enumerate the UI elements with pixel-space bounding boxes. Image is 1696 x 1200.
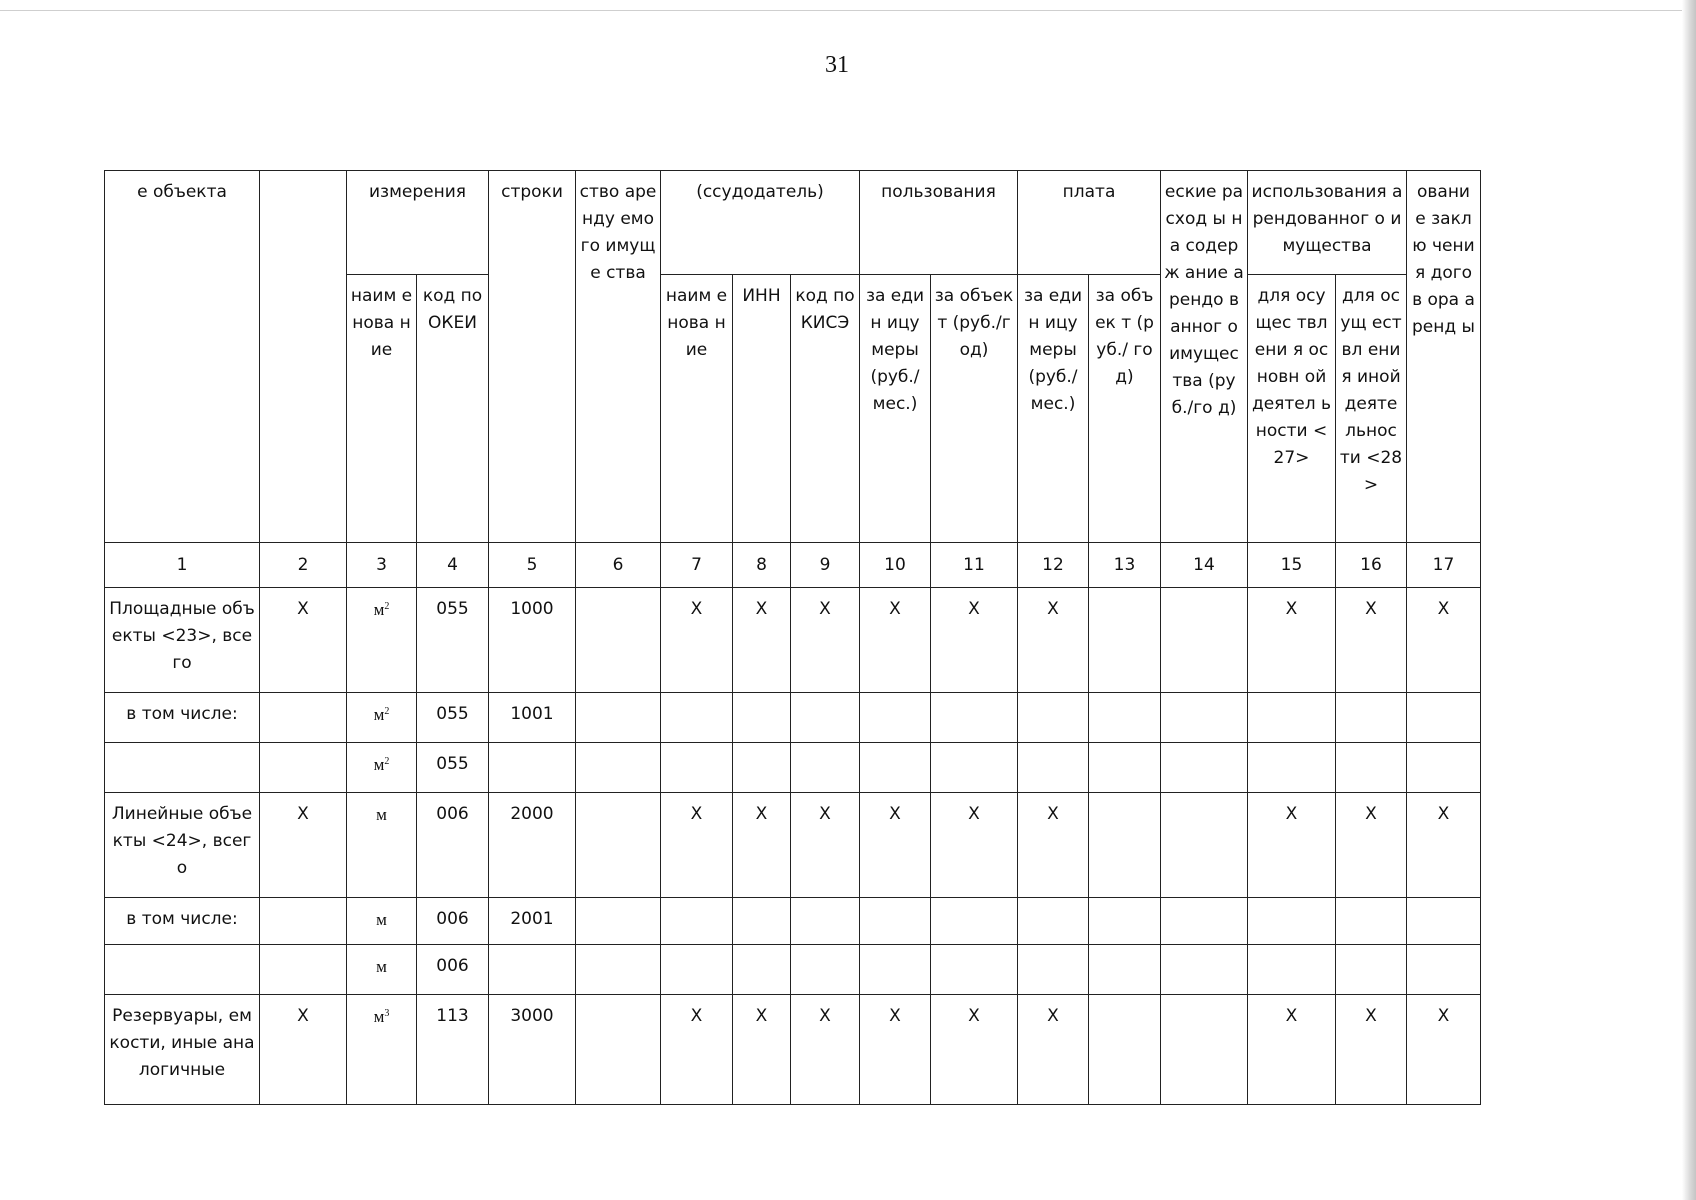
row-cell-col-7: X bbox=[661, 995, 733, 1105]
row-okei-code: 006 bbox=[417, 945, 489, 995]
row-col-2: X bbox=[260, 793, 347, 898]
row-cell-col-12: X bbox=[1018, 793, 1089, 898]
unit-symbol: м bbox=[373, 600, 385, 619]
row-cell-col-17 bbox=[1407, 693, 1481, 743]
row-cell-col-6 bbox=[576, 898, 661, 945]
row-cell-col-16: X bbox=[1336, 995, 1407, 1105]
row-cell-col-6 bbox=[576, 588, 661, 693]
row-cell-col-7 bbox=[661, 693, 733, 743]
row-cell-col-12: X bbox=[1018, 588, 1089, 693]
row-cell-col-10 bbox=[860, 945, 931, 995]
row-cell-col-9 bbox=[791, 898, 860, 945]
row-unit bbox=[347, 945, 417, 995]
row-cell-col-8: X bbox=[733, 588, 791, 693]
column-number: 17 bbox=[1407, 543, 1481, 588]
row-col-2 bbox=[260, 743, 347, 793]
column-number: 1 bbox=[105, 543, 260, 588]
table-row bbox=[105, 793, 1481, 898]
row-object-name bbox=[105, 945, 260, 995]
unit-symbol: м bbox=[373, 755, 385, 774]
row-cell-col-6 bbox=[576, 793, 661, 898]
row-cell-col-11 bbox=[931, 945, 1018, 995]
row-cell-col-14 bbox=[1161, 898, 1248, 945]
row-cell-col-14 bbox=[1161, 995, 1248, 1105]
row-cell-col-16 bbox=[1336, 945, 1407, 995]
row-cell-col-14 bbox=[1161, 588, 1248, 693]
row-okei-code: 113 bbox=[417, 995, 489, 1105]
header-usage-per-object: за объект (руб./г од) bbox=[931, 275, 1018, 543]
column-number: 6 bbox=[576, 543, 661, 588]
row-cell-col-10: X bbox=[860, 793, 931, 898]
row-cell-col-11 bbox=[931, 898, 1018, 945]
row-cell-col-12 bbox=[1018, 743, 1089, 793]
row-col-2: X bbox=[260, 995, 347, 1105]
table-row bbox=[105, 693, 1481, 743]
unit-symbol: м bbox=[376, 805, 387, 824]
header-payment-per-object: за объек т (руб./ год) bbox=[1089, 275, 1161, 543]
row-cell-col-7 bbox=[661, 898, 733, 945]
row-cell-col-6 bbox=[576, 995, 661, 1105]
row-cell-col-12 bbox=[1018, 898, 1089, 945]
header-inn: ИНН bbox=[733, 275, 791, 543]
row-line-code bbox=[489, 945, 576, 995]
unit-exponent: 2 bbox=[384, 601, 390, 612]
unit-symbol: м bbox=[373, 1007, 385, 1026]
column-number: 13 bbox=[1089, 543, 1161, 588]
row-cell-col-10: X bbox=[860, 995, 931, 1105]
header-okei-code: код по ОКЕИ bbox=[417, 275, 489, 543]
row-cell-col-11 bbox=[931, 693, 1018, 743]
table-row bbox=[105, 995, 1481, 1105]
row-cell-col-6 bbox=[576, 945, 661, 995]
row-cell-col-9 bbox=[791, 693, 860, 743]
column-number: 5 bbox=[489, 543, 576, 588]
header-object-name: е объекта bbox=[105, 171, 260, 543]
row-cell-col-9 bbox=[791, 743, 860, 793]
column-number: 15 bbox=[1248, 543, 1336, 588]
row-cell-col-16: X bbox=[1336, 588, 1407, 693]
row-okei-code: 055 bbox=[417, 693, 489, 743]
header-lender-name: наим енова ние bbox=[661, 275, 733, 543]
row-okei-code: 006 bbox=[417, 898, 489, 945]
row-cell-col-14 bbox=[1161, 743, 1248, 793]
row-cell-col-16 bbox=[1336, 898, 1407, 945]
row-cell-col-14 bbox=[1161, 945, 1248, 995]
row-cell-col-12 bbox=[1018, 693, 1089, 743]
row-cell-col-7 bbox=[661, 945, 733, 995]
row-cell-col-17: X bbox=[1407, 995, 1481, 1105]
row-cell-col-8 bbox=[733, 945, 791, 995]
row-cell-col-11: X bbox=[931, 588, 1018, 693]
unit-symbol: м bbox=[376, 957, 387, 976]
column-number: 3 bbox=[347, 543, 417, 588]
header-maintenance-costs: еские расход ы на содерж ание арендо ванног о имущес тва (руб./го д) bbox=[1161, 171, 1248, 543]
column-number: 8 bbox=[733, 543, 791, 588]
row-cell-col-6 bbox=[576, 693, 661, 743]
unit-exponent: 2 bbox=[384, 706, 390, 717]
page-scan-shadow bbox=[1682, 0, 1696, 1200]
row-unit bbox=[347, 588, 417, 693]
row-unit bbox=[347, 898, 417, 945]
row-object-name: Резервуары, емкости, иные аналогичные bbox=[105, 995, 260, 1105]
row-cell-col-10 bbox=[860, 898, 931, 945]
row-cell-col-13 bbox=[1089, 588, 1161, 693]
row-unit bbox=[347, 693, 417, 743]
row-cell-col-10 bbox=[860, 693, 931, 743]
row-cell-col-13 bbox=[1089, 995, 1161, 1105]
row-object-name: Линейные объекты <24>, всего bbox=[105, 793, 260, 898]
row-cell-col-11: X bbox=[931, 793, 1018, 898]
unit-symbol: м bbox=[376, 910, 387, 929]
row-cell-col-13 bbox=[1089, 945, 1161, 995]
row-cell-col-15: X bbox=[1248, 793, 1336, 898]
row-line-code: 1001 bbox=[489, 693, 576, 743]
unit-exponent: 3 bbox=[384, 1008, 390, 1019]
row-unit bbox=[347, 995, 417, 1105]
column-number-row bbox=[105, 543, 1481, 588]
header-payment-group: плата bbox=[1018, 171, 1161, 275]
header-contract-basis: овани е заклю чения догов ора аренд ы bbox=[1407, 171, 1481, 543]
row-cell-col-14 bbox=[1161, 693, 1248, 743]
row-cell-col-15: X bbox=[1248, 588, 1336, 693]
header-kise-code: код по КИСЭ bbox=[791, 275, 860, 543]
header-usage-group: пользования bbox=[860, 171, 1018, 275]
row-cell-col-17 bbox=[1407, 898, 1481, 945]
form-table bbox=[104, 170, 1481, 1105]
row-cell-col-15 bbox=[1248, 898, 1336, 945]
header-col-2 bbox=[260, 171, 347, 543]
row-cell-col-13 bbox=[1089, 693, 1161, 743]
column-number: 7 bbox=[661, 543, 733, 588]
row-cell-col-7: X bbox=[661, 793, 733, 898]
row-col-2 bbox=[260, 945, 347, 995]
row-cell-col-15: X bbox=[1248, 995, 1336, 1105]
row-cell-col-13 bbox=[1089, 743, 1161, 793]
row-cell-col-12: X bbox=[1018, 995, 1089, 1105]
column-number: 4 bbox=[417, 543, 489, 588]
row-cell-col-9: X bbox=[791, 588, 860, 693]
row-cell-col-9 bbox=[791, 945, 860, 995]
row-object-name: Площадные объекты <23>, всего bbox=[105, 588, 260, 693]
row-cell-col-8 bbox=[733, 693, 791, 743]
row-col-2 bbox=[260, 898, 347, 945]
column-number: 10 bbox=[860, 543, 931, 588]
table-row bbox=[105, 743, 1481, 793]
row-cell-col-13 bbox=[1089, 793, 1161, 898]
row-cell-col-8: X bbox=[733, 995, 791, 1105]
table-row bbox=[105, 898, 1481, 945]
column-number: 14 bbox=[1161, 543, 1248, 588]
row-object-name: в том числе: bbox=[105, 898, 260, 945]
header-main-activity: для осущес твлени я основн ой деятел ьности <27> bbox=[1248, 275, 1336, 543]
row-line-code: 2000 bbox=[489, 793, 576, 898]
row-cell-col-7 bbox=[661, 743, 733, 793]
row-line-code bbox=[489, 743, 576, 793]
row-line-code: 3000 bbox=[489, 995, 576, 1105]
row-cell-col-13 bbox=[1089, 898, 1161, 945]
row-cell-col-8: X bbox=[733, 793, 791, 898]
column-number: 2 bbox=[260, 543, 347, 588]
row-cell-col-17: X bbox=[1407, 793, 1481, 898]
row-cell-col-12 bbox=[1018, 945, 1089, 995]
page-number: 31 bbox=[825, 52, 849, 78]
row-cell-col-15 bbox=[1248, 743, 1336, 793]
column-number: 11 bbox=[931, 543, 1018, 588]
header-payment-per-unit: за един ицу меры (руб./ мес.) bbox=[1018, 275, 1089, 543]
row-cell-col-6 bbox=[576, 743, 661, 793]
header-lender-group: (ссудодатель) bbox=[661, 171, 860, 275]
header-unit-name: наим енова ние bbox=[347, 275, 417, 543]
row-okei-code: 055 bbox=[417, 743, 489, 793]
row-cell-col-16: X bbox=[1336, 793, 1407, 898]
row-cell-col-14 bbox=[1161, 793, 1248, 898]
row-cell-col-7: X bbox=[661, 588, 733, 693]
row-cell-col-16 bbox=[1336, 743, 1407, 793]
header-purpose-group: использования арендованног о имущества bbox=[1248, 171, 1407, 275]
column-number: 12 bbox=[1018, 543, 1089, 588]
row-cell-col-11: X bbox=[931, 995, 1018, 1105]
page-top-edge bbox=[0, 10, 1682, 11]
row-cell-col-17 bbox=[1407, 945, 1481, 995]
row-cell-col-16 bbox=[1336, 693, 1407, 743]
row-line-code: 1000 bbox=[489, 588, 576, 693]
unit-exponent: 2 bbox=[384, 756, 390, 767]
row-object-name: в том числе: bbox=[105, 693, 260, 743]
column-number: 16 bbox=[1336, 543, 1407, 588]
column-number: 9 bbox=[791, 543, 860, 588]
header-leased-property: ство аренду емого имуще ства bbox=[576, 171, 661, 543]
row-okei-code: 006 bbox=[417, 793, 489, 898]
row-cell-col-15 bbox=[1248, 693, 1336, 743]
row-cell-col-15 bbox=[1248, 945, 1336, 995]
header-usage-per-unit: за един ицу меры (руб./ мес.) bbox=[860, 275, 931, 543]
row-cell-col-17 bbox=[1407, 743, 1481, 793]
header-line-code: строки bbox=[489, 171, 576, 543]
row-cell-col-17: X bbox=[1407, 588, 1481, 693]
header-unit-group: измерения bbox=[347, 171, 489, 275]
row-cell-col-8 bbox=[733, 898, 791, 945]
row-unit bbox=[347, 793, 417, 898]
row-cell-col-9: X bbox=[791, 793, 860, 898]
row-unit bbox=[347, 743, 417, 793]
row-line-code: 2001 bbox=[489, 898, 576, 945]
row-cell-col-10 bbox=[860, 743, 931, 793]
unit-symbol: м bbox=[373, 705, 385, 724]
row-col-2 bbox=[260, 693, 347, 743]
header-other-activity: для осущ ествл ения иной деяте льнос ти <28> bbox=[1336, 275, 1407, 543]
row-cell-col-8 bbox=[733, 743, 791, 793]
row-okei-code: 055 bbox=[417, 588, 489, 693]
row-cell-col-10: X bbox=[860, 588, 931, 693]
row-cell-col-11 bbox=[931, 743, 1018, 793]
row-col-2: X bbox=[260, 588, 347, 693]
table-row bbox=[105, 588, 1481, 693]
table-row bbox=[105, 945, 1481, 995]
row-object-name bbox=[105, 743, 260, 793]
row-cell-col-9: X bbox=[791, 995, 860, 1105]
